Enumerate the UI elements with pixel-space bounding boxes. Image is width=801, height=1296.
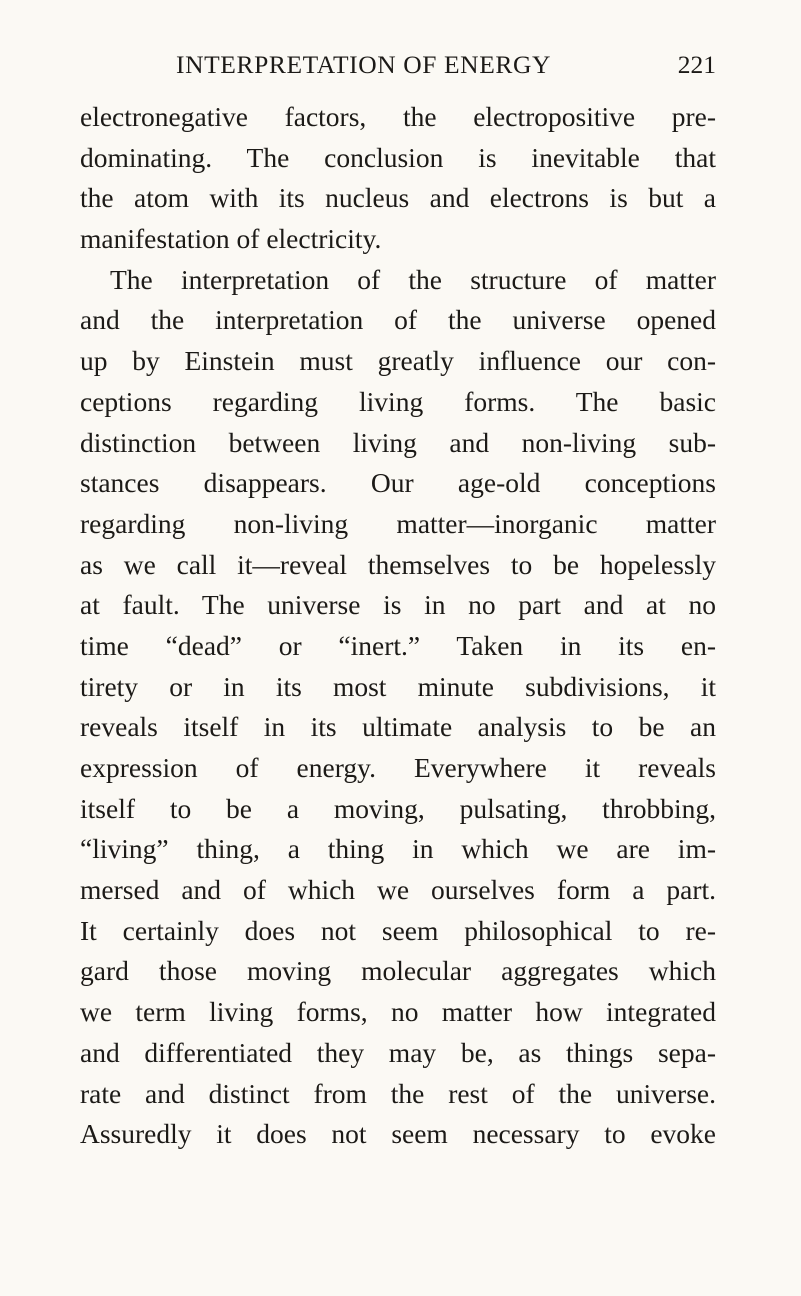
text-line: time “dead” or “inert.” Taken in its en- bbox=[80, 629, 716, 661]
text-line: rate and distinct from the rest of the universe. bbox=[80, 1077, 716, 1109]
text-line: manifestation of electricity. bbox=[80, 223, 382, 255]
text-line: tirety or in its most minute subdivisions, it bbox=[80, 670, 716, 702]
text-line: distinction between living and non-living sub- bbox=[80, 426, 716, 458]
running-title: INTERPRETATION OF ENERGY bbox=[176, 50, 552, 79]
text-line: “living” thing, a thing in which we are im- bbox=[80, 833, 716, 865]
text-line: dominating. The conclusion is inevitable that bbox=[80, 141, 716, 173]
text-line: the atom with its nucleus and electrons is but a bbox=[80, 182, 716, 214]
text-line: at fault. The universe is in no part and at no bbox=[80, 589, 716, 621]
running-head bbox=[80, 50, 716, 86]
text-line: mersed and of which we ourselves form a part. bbox=[80, 874, 716, 906]
text-line: regarding non-living matter—inorganic matter bbox=[80, 507, 716, 539]
text-line: stances disappears. Our age-old conceptions bbox=[80, 467, 716, 499]
text-line: we term living forms, no matter how integrated bbox=[80, 996, 716, 1028]
text-line: ceptions regarding living forms. The basic bbox=[80, 385, 716, 417]
page-number: 221 bbox=[677, 50, 716, 79]
text-line: as we call it—reveal themselves to be hopelessly bbox=[80, 548, 716, 580]
text-line: and the interpretation of the universe opened bbox=[80, 304, 716, 336]
text-line: The interpretation of the structure of matter bbox=[110, 263, 716, 295]
body-text bbox=[80, 97, 716, 1155]
text-line: and differentiated they may be, as things sepa- bbox=[80, 1036, 716, 1068]
text-line: Assuredly it does not seem necessary to evoke bbox=[80, 1118, 716, 1150]
text-line: up by Einstein must greatly influence our con- bbox=[80, 345, 716, 377]
text-line: electronegative factors, the electropositive pre- bbox=[80, 101, 716, 132]
text-line: gard those moving molecular aggregates which bbox=[80, 955, 716, 987]
text-line: reveals itself in its ultimate analysis to be an bbox=[80, 711, 716, 743]
text-line: It certainly does not seem philosophical to re- bbox=[80, 914, 716, 946]
text-line: itself to be a moving, pulsating, throbbing, bbox=[80, 792, 716, 824]
text-line: expression of energy. Everywhere it reveals bbox=[80, 752, 716, 783]
